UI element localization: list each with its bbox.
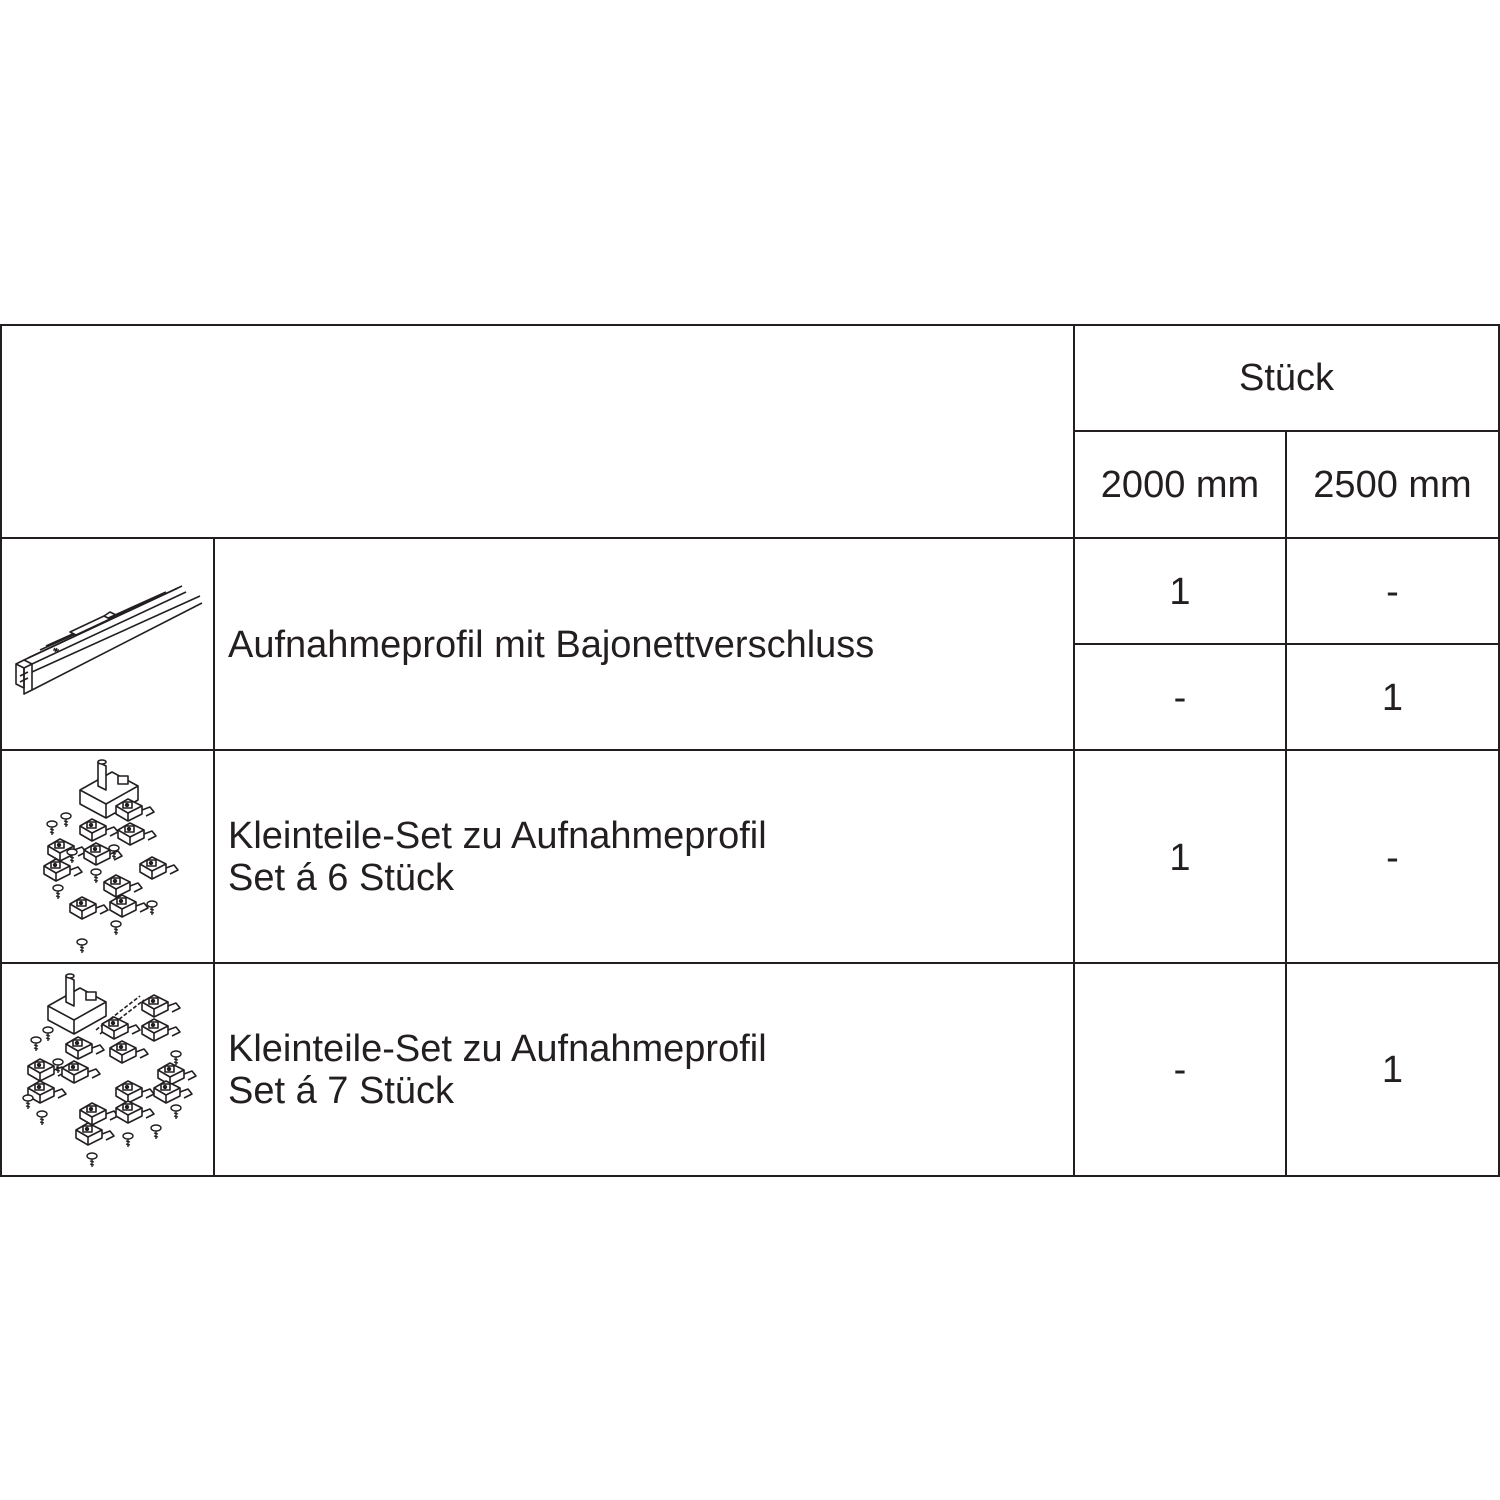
row1-qty-2500-b: 1 [1381, 677, 1404, 719]
small-parts-set-7-icon [23, 974, 196, 1167]
row3-description-line2: Set á 7 Stück [228, 1070, 455, 1112]
row3-description-line1: Kleinteile-Set zu Aufnahmeprofil [228, 1028, 767, 1070]
row2-description-line1: Kleinteile-Set zu Aufnahmeprofil [228, 815, 767, 857]
header-2000mm: 2000 mm [1100, 464, 1260, 506]
header-stueck: Stück [1238, 357, 1335, 399]
row2-description-line2: Set á 6 Stück [228, 857, 455, 899]
row1-qty-2000-a: 1 [1169, 571, 1191, 613]
row3-qty-2000: - [1173, 1049, 1187, 1091]
row2-qty-2500: - [1386, 837, 1399, 879]
row1-description: Aufnahmeprofil mit Bajonettverschluss [228, 624, 875, 666]
row1-qty-2000-b: - [1173, 677, 1187, 719]
small-parts-set-6-icon [44, 760, 178, 953]
row2-qty-2000: 1 [1169, 837, 1191, 879]
rail-profile-icon [16, 586, 202, 694]
header-2500mm: 2500 mm [1313, 464, 1472, 506]
row3-qty-2500: 1 [1381, 1049, 1404, 1091]
row1-qty-2500-a: - [1386, 571, 1399, 613]
